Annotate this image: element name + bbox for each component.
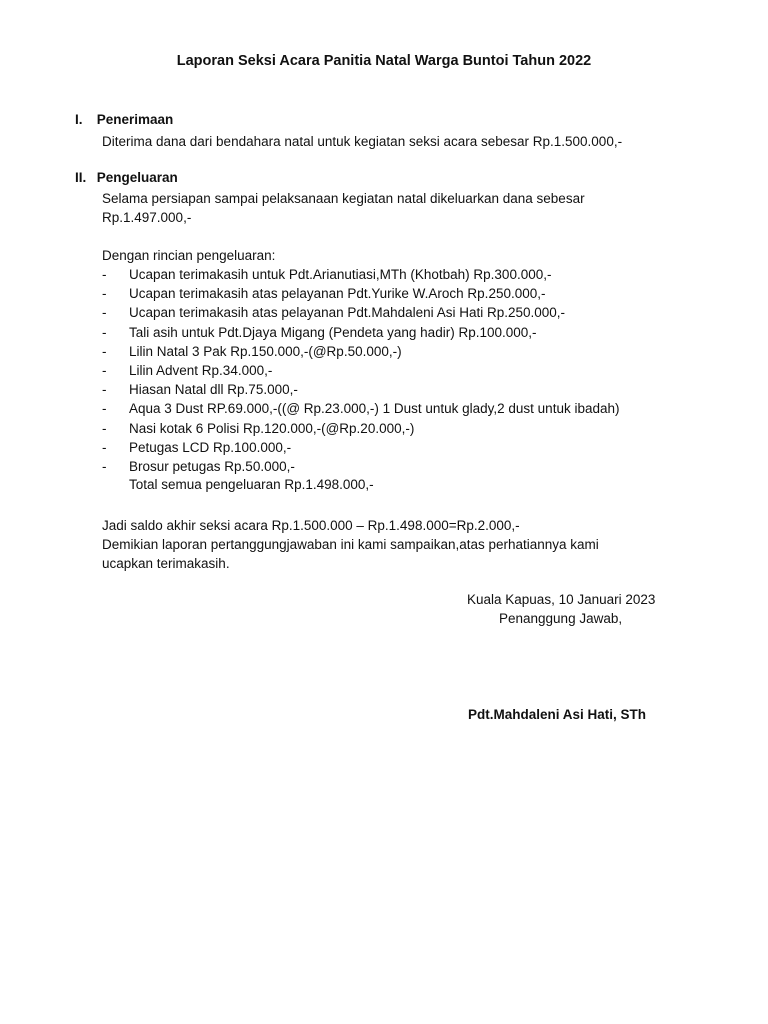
list-item — [102, 265, 620, 284]
list-item-text: Ucapan terimakasih atas pelayanan Pdt.Mahdaleni Asi Hati Rp.250.000,- — [129, 305, 566, 321]
list-item — [102, 399, 620, 418]
list-dash: - — [102, 439, 107, 455]
list-item — [102, 284, 620, 303]
list-item — [102, 419, 620, 438]
expense-total: Total semua pengeluaran Rp.1.498.000,- — [129, 477, 374, 492]
list-item — [102, 323, 620, 342]
section-number: I. — [75, 112, 83, 127]
list-item-text: Lilin Natal 3 Pak Rp.150.000,-(@Rp.50.000,-) — [129, 343, 402, 359]
list-item-text: Lilin Advent Rp.34.000,- — [129, 362, 273, 378]
list-dash: - — [102, 324, 107, 340]
section-number: II. — [75, 170, 87, 185]
list-item — [102, 342, 620, 361]
list-dash: - — [102, 362, 107, 378]
closing-line-1: Demikian laporan pertanggungjawaban ini kami sampaikan,atas perhatiannya kami — [102, 537, 599, 552]
list-dash: - — [102, 420, 107, 436]
pengeluaran-line-2: Rp.1.497.000,- — [102, 210, 192, 225]
list-item-text: Brosur petugas Rp.50.000,- — [129, 458, 295, 474]
section-pengeluaran-heading — [75, 170, 178, 185]
signatory-name: Pdt.Mahdaleni Asi Hati, STh — [468, 707, 647, 722]
place-date: Kuala Kapuas, 10 Januari 2023 — [467, 592, 656, 607]
list-item-text: Aqua 3 Dust RP.69.000,-((@ Rp.23.000,-) 1 Dust untuk glady,2 dust untuk ibadah) — [129, 401, 620, 417]
list-dash: - — [102, 401, 107, 417]
expense-list — [102, 265, 620, 476]
list-item-text: Ucapan terimakasih atas pelayanan Pdt.Yurike W.Aroch Rp.250.000,- — [129, 286, 546, 302]
penerimaan-text: Diterima dana dari bendahara natal untuk kegiatan seksi acara sebesar Rp.1.500.000,- — [102, 134, 623, 149]
list-dash: - — [102, 305, 107, 321]
closing-line-2: ucapkan terimakasih. — [102, 556, 230, 571]
list-dash: - — [102, 267, 107, 282]
list-item-text: Nasi kotak 6 Polisi Rp.120.000,-(@Rp.20.000,-) — [129, 420, 415, 436]
document-title: Laporan Seksi Acara Panitia Natal Warga Buntoi Tahun 2022 — [176, 53, 592, 69]
list-item — [102, 438, 620, 457]
section-heading-label: Penerimaan — [96, 112, 174, 127]
list-item — [102, 457, 620, 476]
saldo-text: Jadi saldo akhir seksi acara Rp.1.500.000 – Rp.1.498.000=Rp.2.000,- — [102, 518, 520, 533]
section-penerimaan-heading — [75, 112, 173, 127]
list-item — [102, 361, 620, 380]
list-item-text: Tali asih untuk Pdt.Djaya Migang (Pendeta yang hadir) Rp.100.000,- — [129, 324, 537, 340]
list-item — [102, 303, 620, 322]
list-item-text: Ucapan terimakasih untuk Pdt.Arianutiasi,MTh (Khotbah) Rp.300.000,- — [129, 267, 552, 282]
list-dash: - — [102, 458, 107, 474]
list-dash: - — [102, 286, 107, 302]
signatory-role: Penanggung Jawab, — [499, 611, 623, 626]
list-item-text: Petugas LCD Rp.100.000,- — [129, 439, 292, 455]
pengeluaran-line-1: Selama persiapan sampai pelaksanaan kegiatan natal dikeluarkan dana sebesar — [102, 191, 585, 206]
details-intro: Dengan rincian pengeluaran: — [102, 248, 276, 263]
list-dash: - — [102, 382, 107, 398]
list-item-text: Hiasan Natal dll Rp.75.000,- — [129, 382, 298, 398]
section-heading-label: Pengeluaran — [96, 170, 178, 185]
list-item — [102, 380, 620, 399]
list-dash: - — [102, 343, 107, 359]
